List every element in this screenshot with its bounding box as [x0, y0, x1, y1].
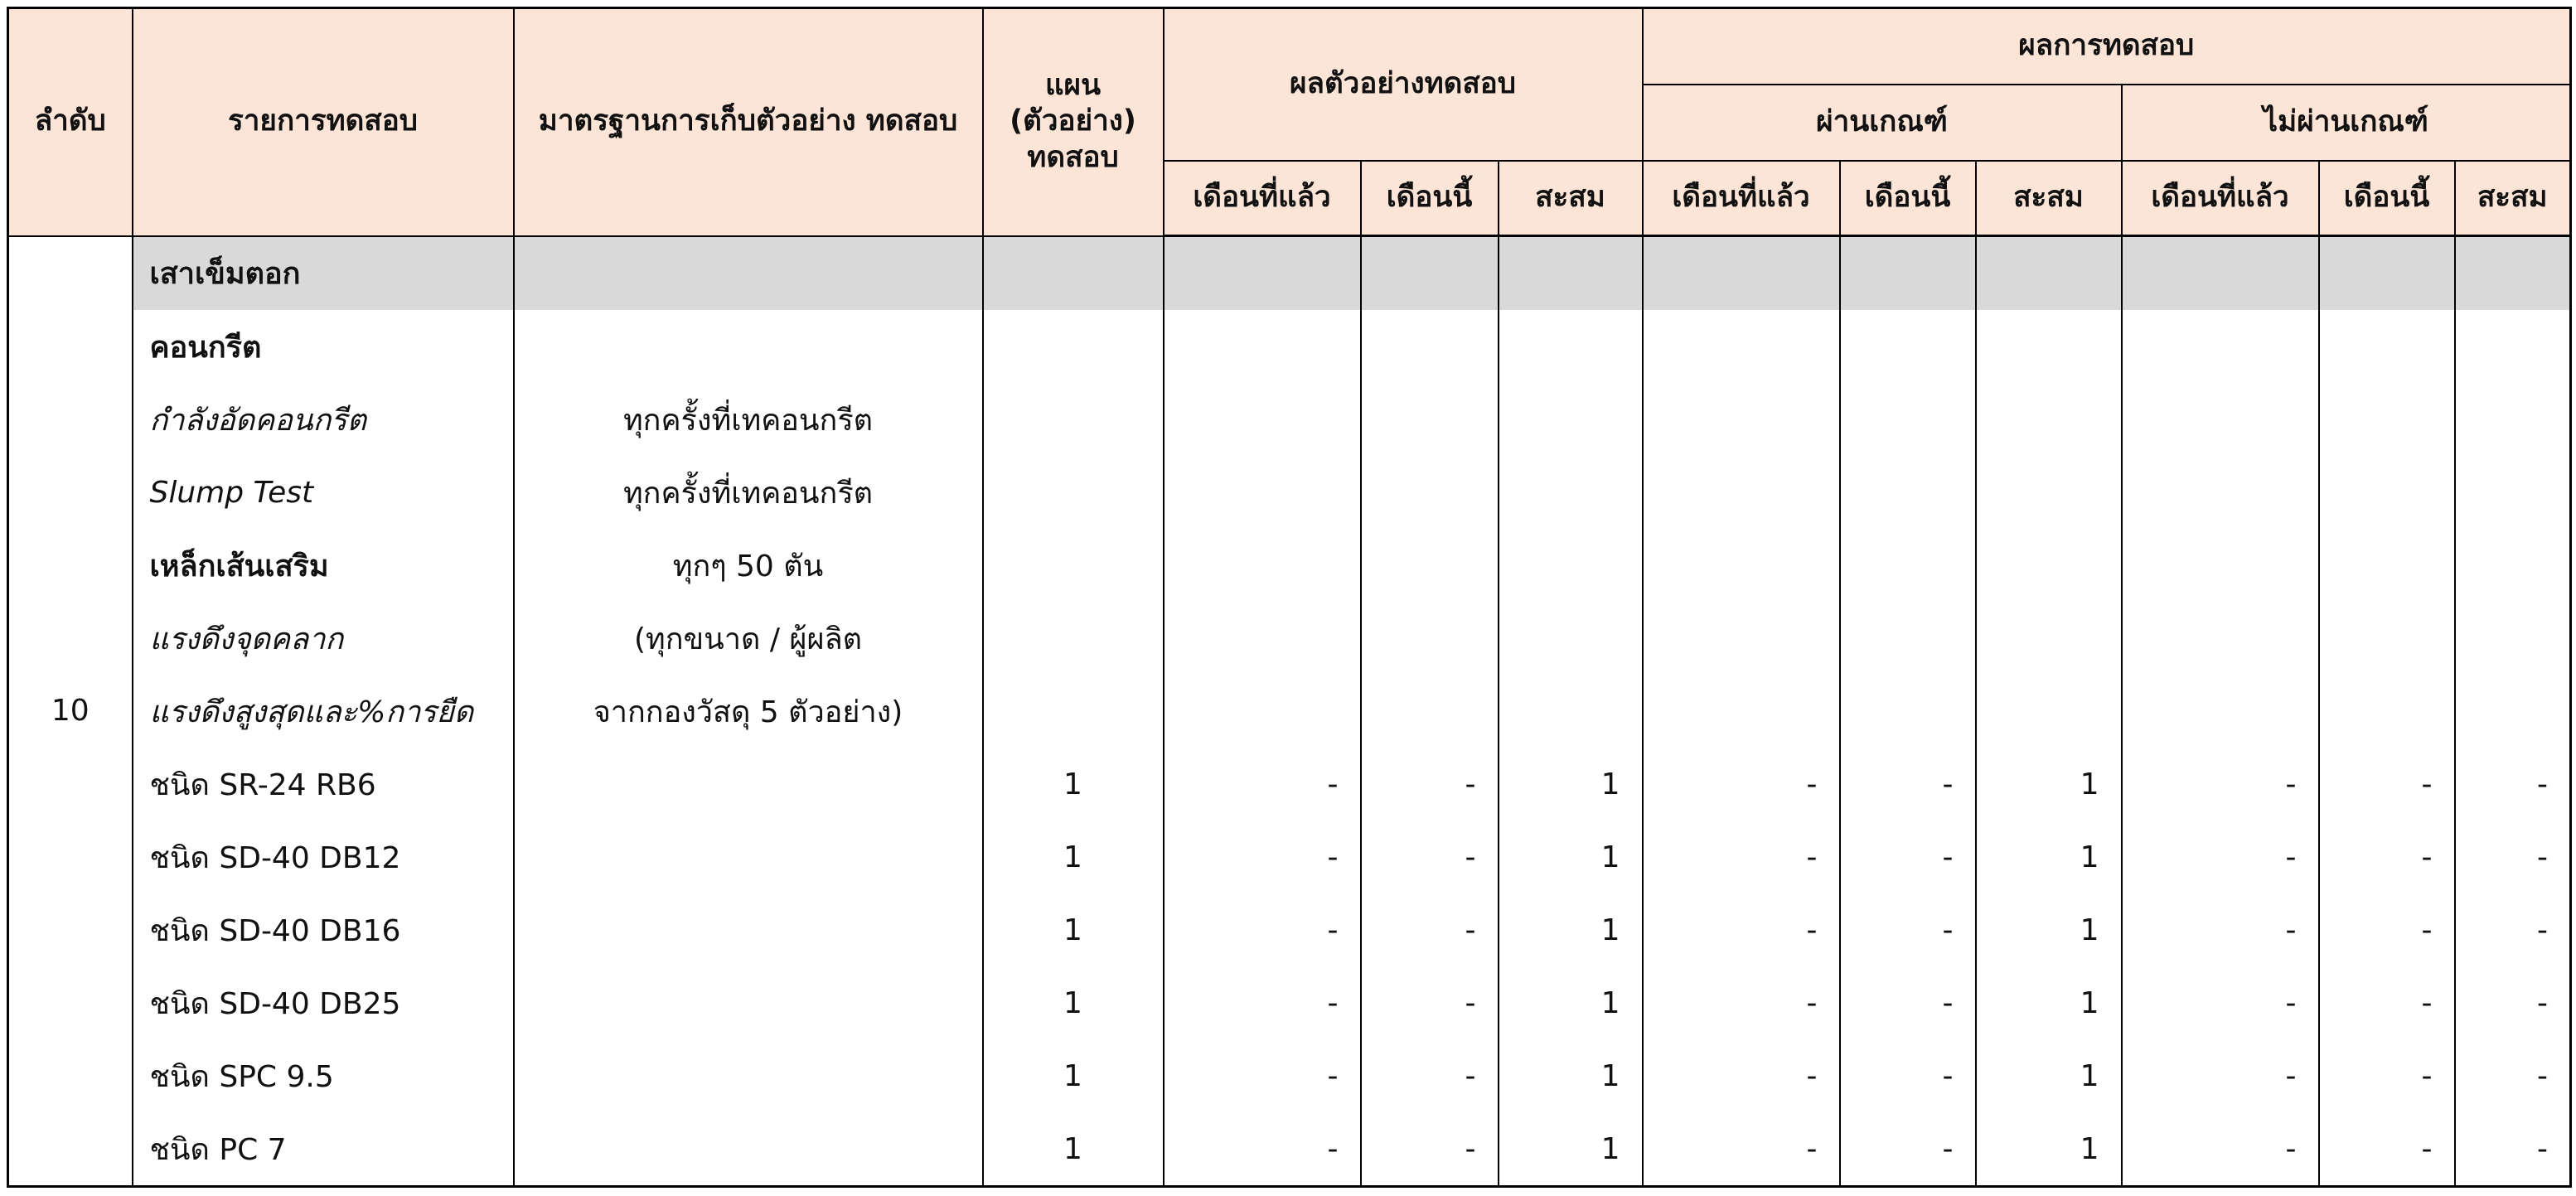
cell-sample-cumulative: 1 — [1499, 893, 1643, 966]
cell-fail-last-month: - — [2122, 1112, 2319, 1187]
cell-fail-cumulative: - — [2455, 748, 2571, 821]
cell-fail-last-month: - — [2122, 966, 2319, 1039]
row-standard: ทุกครั้งที่เทคอนกรีต — [514, 456, 983, 529]
cell-sample-last-month: - — [1164, 893, 1361, 966]
table-row — [8, 310, 2571, 383]
cell-fail-cumulative — [2455, 529, 2571, 602]
cell-pass-cumulative: 1 — [1976, 893, 2122, 966]
cell-pass-last-month — [1643, 675, 1840, 748]
cell-fail-last-month: - — [2122, 1039, 2319, 1112]
cell-pass-last-month — [1643, 529, 1840, 602]
row-item: เหล็กเส้นเสริม — [133, 529, 514, 602]
cell-plan — [983, 456, 1164, 529]
cell-pass-this-month — [1840, 675, 1976, 748]
cell-sample-this-month: - — [1361, 966, 1499, 1039]
cell-fail-cumulative — [2455, 310, 2571, 383]
table-row — [8, 1039, 2571, 1112]
table-body — [8, 236, 2571, 1187]
cell-sample-cumulative — [1499, 675, 1643, 748]
cell-fail-last-month: - — [2122, 821, 2319, 893]
row-item: ชนิด SPC 9.5 — [133, 1039, 514, 1112]
cell-pass-this-month — [1840, 456, 1976, 529]
cell-sample-last-month: - — [1164, 966, 1361, 1039]
row-item: ชนิด PC 7 — [133, 1112, 514, 1187]
table-row — [8, 893, 2571, 966]
header-test-item: รายการทดสอบ — [133, 8, 514, 236]
header-sample-last-month: เดือนที่แล้ว — [1164, 161, 1361, 236]
cell-pass-cumulative: 1 — [1976, 821, 2122, 893]
row-item: เสาเข็มตอก — [133, 236, 514, 311]
header-fail: ไม่ผ่านเกณฑ์ — [2122, 85, 2571, 161]
row-standard — [514, 966, 983, 1039]
cell-sample-cumulative: 1 — [1499, 748, 1643, 821]
table-row — [8, 821, 2571, 893]
row-standard: ทุกๆ 50 ตัน — [514, 529, 983, 602]
row-standard: จากกองวัสดุ 5 ตัวอย่าง) — [514, 675, 983, 748]
cell-pass-cumulative — [1976, 236, 2122, 311]
cell-plan: 1 — [983, 1112, 1164, 1187]
header-pass-cumulative: สะสม — [1976, 161, 2122, 236]
cell-pass-last-month: - — [1643, 748, 1840, 821]
header-sample-cumulative: สะสม — [1499, 161, 1643, 236]
cell-sample-cumulative: 1 — [1499, 966, 1643, 1039]
cell-fail-last-month — [2122, 310, 2319, 383]
cell-plan — [983, 529, 1164, 602]
test-results-table-container — [7, 7, 2569, 1188]
cell-pass-this-month — [1840, 602, 1976, 675]
cell-sample-cumulative — [1499, 456, 1643, 529]
cell-fail-cumulative: - — [2455, 821, 2571, 893]
cell-pass-cumulative — [1976, 602, 2122, 675]
cell-sample-cumulative — [1499, 529, 1643, 602]
cell-fail-this-month — [2319, 310, 2455, 383]
cell-fail-cumulative: - — [2455, 1112, 2571, 1187]
test-results-table — [7, 7, 2572, 1188]
cell-sample-this-month: - — [1361, 893, 1499, 966]
row-standard — [514, 1039, 983, 1112]
cell-sample-last-month — [1164, 456, 1361, 529]
cell-plan: 1 — [983, 748, 1164, 821]
row-item: กำลังอัดคอนกรีต — [133, 383, 514, 456]
header-pass: ผ่านเกณฑ์ — [1643, 85, 2122, 161]
cell-pass-this-month: - — [1840, 748, 1976, 821]
cell-sample-this-month: - — [1361, 1112, 1499, 1187]
cell-fail-last-month — [2122, 383, 2319, 456]
cell-fail-last-month — [2122, 456, 2319, 529]
cell-plan — [983, 310, 1164, 383]
cell-sample-this-month — [1361, 236, 1499, 311]
row-item: คอนกรีต — [133, 310, 514, 383]
cell-fail-cumulative — [2455, 602, 2571, 675]
cell-fail-last-month: - — [2122, 748, 2319, 821]
cell-fail-this-month — [2319, 236, 2455, 311]
cell-plan: 1 — [983, 1039, 1164, 1112]
cell-pass-this-month: - — [1840, 821, 1976, 893]
cell-sample-last-month: - — [1164, 748, 1361, 821]
row-standard — [514, 893, 983, 966]
table-row — [8, 456, 2571, 529]
cell-sample-last-month — [1164, 383, 1361, 456]
cell-pass-this-month — [1840, 383, 1976, 456]
cell-pass-cumulative — [1976, 675, 2122, 748]
seq-number-cell: 10 — [8, 236, 133, 1187]
cell-fail-last-month: - — [2122, 893, 2319, 966]
row-standard — [514, 821, 983, 893]
header-plan: แผน (ตัวอย่าง) ทดสอบ — [983, 8, 1164, 236]
cell-sample-this-month: - — [1361, 821, 1499, 893]
header-fail-this-month: เดือนนี้ — [2319, 161, 2455, 236]
header-sampling-standard: มาตรฐานการเก็บตัวอย่าง ทดสอบ — [514, 8, 983, 236]
header-fail-last-month: เดือนที่แล้ว — [2122, 161, 2319, 236]
row-standard — [514, 236, 983, 311]
row-item: แรงดึงสูงสุดและ%การยืด — [133, 675, 514, 748]
cell-fail-this-month — [2319, 383, 2455, 456]
cell-fail-last-month — [2122, 236, 2319, 311]
cell-fail-last-month — [2122, 602, 2319, 675]
table-row — [8, 1112, 2571, 1187]
cell-sample-last-month — [1164, 602, 1361, 675]
table-row — [8, 966, 2571, 1039]
cell-sample-last-month: - — [1164, 1039, 1361, 1112]
cell-fail-cumulative: - — [2455, 966, 2571, 1039]
cell-fail-this-month: - — [2319, 1112, 2455, 1187]
cell-plan — [983, 383, 1164, 456]
cell-plan: 1 — [983, 966, 1164, 1039]
cell-fail-this-month — [2319, 675, 2455, 748]
table-row — [8, 529, 2571, 602]
row-item: แรงดึงจุดคลาก — [133, 602, 514, 675]
cell-pass-this-month — [1840, 529, 1976, 602]
cell-sample-this-month — [1361, 529, 1499, 602]
table-row — [8, 748, 2571, 821]
cell-pass-this-month: - — [1840, 1112, 1976, 1187]
cell-pass-last-month: - — [1643, 893, 1840, 966]
header-fail-cumulative: สะสม — [2455, 161, 2571, 236]
cell-sample-cumulative: 1 — [1499, 821, 1643, 893]
cell-pass-last-month — [1643, 236, 1840, 311]
cell-sample-last-month: - — [1164, 821, 1361, 893]
row-standard: (ทุกขนาด / ผู้ผลิต — [514, 602, 983, 675]
row-standard — [514, 748, 983, 821]
cell-pass-last-month: - — [1643, 821, 1840, 893]
cell-sample-cumulative — [1499, 383, 1643, 456]
cell-pass-last-month: - — [1643, 966, 1840, 1039]
cell-sample-this-month — [1361, 383, 1499, 456]
cell-plan: 1 — [983, 893, 1164, 966]
row-standard — [514, 1112, 983, 1187]
row-item: Slump Test — [133, 456, 514, 529]
cell-fail-this-month: - — [2319, 893, 2455, 966]
cell-sample-this-month — [1361, 602, 1499, 675]
header-seq: ลำดับ — [8, 8, 133, 236]
header-pass-last-month: เดือนที่แล้ว — [1643, 161, 1840, 236]
table-header — [8, 8, 2571, 236]
cell-plan — [983, 236, 1164, 311]
cell-pass-cumulative: 1 — [1976, 966, 2122, 1039]
cell-plan — [983, 602, 1164, 675]
cell-pass-this-month: - — [1840, 966, 1976, 1039]
cell-sample-this-month — [1361, 310, 1499, 383]
cell-pass-this-month — [1840, 310, 1976, 383]
cell-pass-cumulative: 1 — [1976, 748, 2122, 821]
cell-fail-cumulative: - — [2455, 1039, 2571, 1112]
cell-fail-cumulative — [2455, 236, 2571, 311]
cell-sample-this-month — [1361, 675, 1499, 748]
cell-sample-last-month — [1164, 310, 1361, 383]
cell-pass-last-month: - — [1643, 1112, 1840, 1187]
header-sample-this-month: เดือนนี้ — [1361, 161, 1499, 236]
cell-pass-last-month: - — [1643, 1039, 1840, 1112]
cell-pass-last-month — [1643, 456, 1840, 529]
cell-pass-last-month — [1643, 383, 1840, 456]
table-row — [8, 602, 2571, 675]
cell-pass-last-month — [1643, 310, 1840, 383]
cell-fail-last-month — [2122, 675, 2319, 748]
row-item: ชนิด SR-24 RB6 — [133, 748, 514, 821]
cell-pass-this-month — [1840, 236, 1976, 311]
table-row — [8, 675, 2571, 748]
cell-sample-this-month: - — [1361, 1039, 1499, 1112]
cell-pass-cumulative — [1976, 529, 2122, 602]
row-item: ชนิด SD-40 DB25 — [133, 966, 514, 1039]
cell-pass-this-month: - — [1840, 1039, 1976, 1112]
cell-fail-this-month — [2319, 529, 2455, 602]
cell-sample-cumulative: 1 — [1499, 1112, 1643, 1187]
cell-sample-this-month — [1361, 456, 1499, 529]
table-row-group-driven-pile — [8, 236, 2571, 311]
table-row — [8, 383, 2571, 456]
cell-sample-last-month — [1164, 529, 1361, 602]
cell-fail-cumulative — [2455, 383, 2571, 456]
row-item: ชนิด SD-40 DB16 — [133, 893, 514, 966]
cell-pass-cumulative: 1 — [1976, 1039, 2122, 1112]
header-test-results: ผลการทดสอบ — [1643, 8, 2571, 85]
cell-plan: 1 — [983, 821, 1164, 893]
cell-sample-this-month: - — [1361, 748, 1499, 821]
cell-fail-this-month — [2319, 602, 2455, 675]
cell-plan — [983, 675, 1164, 748]
cell-fail-this-month: - — [2319, 966, 2455, 1039]
cell-sample-last-month: - — [1164, 1112, 1361, 1187]
cell-pass-cumulative — [1976, 383, 2122, 456]
cell-fail-this-month: - — [2319, 821, 2455, 893]
cell-sample-cumulative — [1499, 602, 1643, 675]
cell-sample-cumulative — [1499, 310, 1643, 383]
cell-pass-cumulative — [1976, 456, 2122, 529]
cell-sample-cumulative: 1 — [1499, 1039, 1643, 1112]
cell-fail-this-month: - — [2319, 1039, 2455, 1112]
cell-pass-last-month — [1643, 602, 1840, 675]
cell-sample-cumulative — [1499, 236, 1643, 311]
cell-pass-cumulative — [1976, 310, 2122, 383]
cell-fail-cumulative — [2455, 675, 2571, 748]
cell-fail-this-month — [2319, 456, 2455, 529]
row-standard — [514, 310, 983, 383]
cell-sample-last-month — [1164, 675, 1361, 748]
cell-fail-cumulative — [2455, 456, 2571, 529]
cell-fail-last-month — [2122, 529, 2319, 602]
cell-pass-cumulative: 1 — [1976, 1112, 2122, 1187]
row-standard: ทุกครั้งที่เทคอนกรีต — [514, 383, 983, 456]
header-pass-this-month: เดือนนี้ — [1840, 161, 1976, 236]
cell-fail-cumulative: - — [2455, 893, 2571, 966]
row-item: ชนิด SD-40 DB12 — [133, 821, 514, 893]
cell-sample-last-month — [1164, 236, 1361, 311]
cell-fail-this-month: - — [2319, 748, 2455, 821]
header-sample-results: ผลตัวอย่างทดสอบ — [1164, 8, 1643, 162]
cell-pass-this-month: - — [1840, 893, 1976, 966]
